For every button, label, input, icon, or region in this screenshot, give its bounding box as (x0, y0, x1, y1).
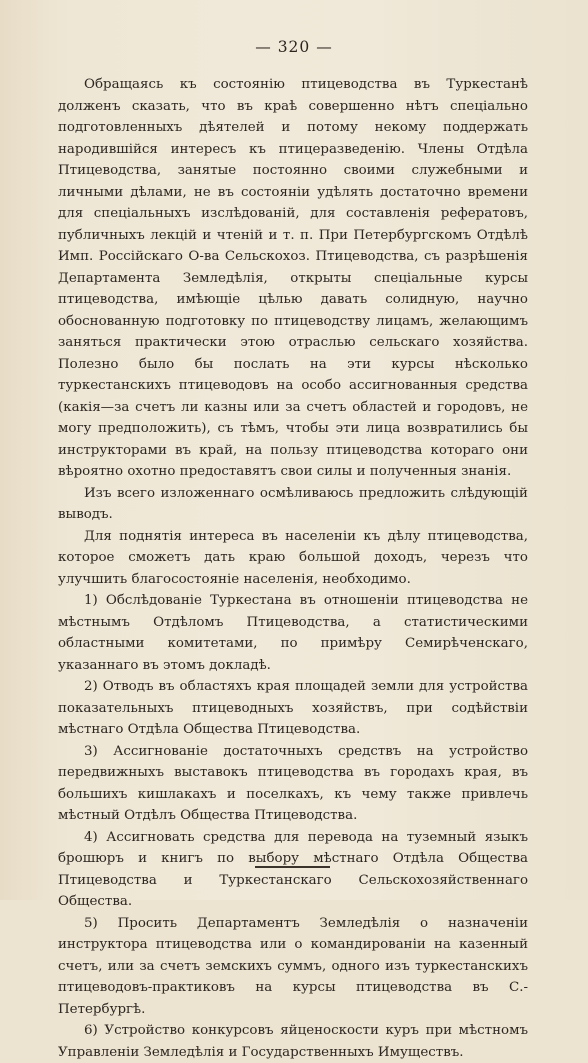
list-item-1: 1) Обслѣдованіе Туркестана въ отношеніи птицеводства не мѣстнымъ Отдѣломъ Птицеводства, а статистическими областными комитетами, по примѣру Семирѣченскаго, указаннаго въ этомъ докладѣ. (58, 593, 528, 673)
list-item-5: 5) Просить Департаментъ Земледѣлія о назначеніи инструктора птицеводства или о командированіи на казенный счетъ, или за счетъ земскихъ суммъ, одного изъ туркестанскихъ птицеводовъ-практиковъ на курсы птицеводства въ С.-Петербургѣ. (58, 915, 528, 1017)
body-text (58, 74, 528, 1063)
page-number: — 320 — (255, 38, 333, 56)
list-item-2: 2) Отводъ въ областяхъ края площадей земли для устройства показательныхъ птицеводныхъ хозяйствъ, при содѣйствіи мѣстнаго Отдѣла Общества Птицеводства. (58, 679, 528, 737)
paragraph-conclusion: Изъ всего изложеннаго осмѣливаюсь предложить слѣдующій выводъ. (58, 485, 528, 522)
end-rule (255, 866, 330, 868)
paragraph-necessity: Для поднятія интереса въ населеніи къ дѣлу птицеводства, которое сможетъ дать краю большой доходъ, черезъ что улучшить благосостояніе населенія, необходимо. (58, 528, 528, 587)
list-item-4: 4) Ассигновать средства для перевода на туземный языкъ брошюръ и книгъ по выбору мѣстнаго Отдѣла Общества Птицеводства и Туркестанскаго Сельскохозяйственнаго Общества. (58, 829, 528, 909)
list-item-6: 6) Устройство конкурсовъ яйценоскости куръ при мѣстномъ Управленіи Земледѣлія и Государственныхъ Имуществъ. (58, 1023, 528, 1060)
paragraph-intro: Обращаясь къ состоянію птицеводства въ Туркестанѣ долженъ сказать, что въ краѣ совершенно нѣтъ спеціально подготовленныхъ дѣятелей и потому некому поддержать народившійся интересъ къ птицеразведенію. Члены Отдѣла Птицеводства, занятые постоянно своими служебными и личными дѣлами, не въ состояніи удѣлять достаточно времени для спеціальныхъ изслѣдованій, для составленія рефератовъ, публичныхъ лекцій и чтеній и т. п. При Петербургскомъ Отдѣлѣ Имп. Россійскаго О-ва Сельскохоз. Птицеводства, съ разрѣшенія Департамента Земледѣлія, открыты спеціальные курсы птицеводства, имѣющіе цѣлью давать солидную, научно обоснованную подготовку по птицеводству лицамъ, желающимъ заняться практически этою отраслью сельскаго хозяйства. Полезно было бы послать на эти курсы нѣсколько туркестанскихъ птицеводовъ на особо ассигнованныя средства (какія—за счетъ ли казны или за счетъ областей и городовъ, не могу предположить), съ тѣмъ, чтобы эти лица возвратились бы инструкторами въ край, на пользу птицеводства котораго они вѣроятно охотно предоставятъ свои силы и полученныя знанія. (58, 77, 528, 479)
list-item-3: 3) Ассигнованіе достаточныхъ средствъ на устройство передвижныхъ выставокъ птицеводства въ городахъ края, въ большихъ кишлакахъ и поселкахъ, къ чему также привлечь мѣстный Отдѣлъ Общества Птицеводства. (58, 743, 528, 823)
